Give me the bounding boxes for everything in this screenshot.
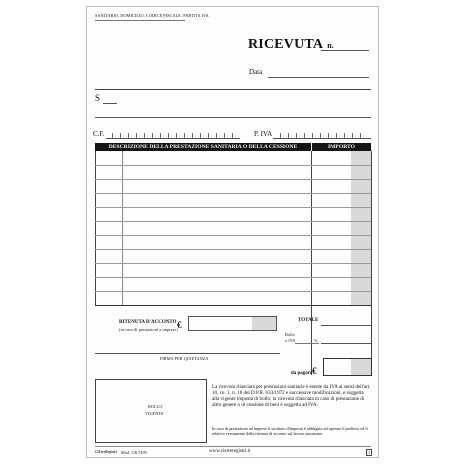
iva-small-label: o IVA bbox=[285, 338, 296, 343]
bollo-small-label: Bollo bbox=[285, 332, 295, 337]
recipient-name-field[interactable] bbox=[95, 117, 371, 118]
bollo-stamp-line2: VIGENTE bbox=[145, 411, 164, 416]
table-row[interactable] bbox=[95, 235, 371, 236]
piva-tick bbox=[336, 133, 337, 138]
recipient-s-prefix-line bbox=[103, 103, 117, 104]
model-code: Mod. CR 3NN bbox=[121, 450, 147, 455]
table-qty-divider bbox=[122, 151, 123, 305]
bollo-stamp-box[interactable] bbox=[95, 379, 207, 443]
brand-logo: CiErreRegistri bbox=[95, 450, 117, 454]
piva-tick bbox=[288, 133, 289, 138]
receipt-title: RICEVUTA bbox=[248, 37, 324, 52]
cf-tick bbox=[192, 133, 193, 138]
table-row[interactable] bbox=[95, 221, 371, 222]
signature-field[interactable] bbox=[95, 353, 280, 354]
piva-field[interactable] bbox=[273, 138, 371, 139]
totale-label: TOTALE bbox=[298, 318, 319, 323]
footer-divider bbox=[95, 446, 371, 447]
table-row[interactable] bbox=[95, 207, 371, 208]
table-row[interactable] bbox=[95, 249, 371, 250]
da-pagare-amount-field[interactable] bbox=[323, 358, 372, 376]
date-field[interactable] bbox=[268, 77, 369, 78]
receipt-form bbox=[86, 6, 379, 458]
da-pagare-euro-symbol: € bbox=[312, 366, 317, 376]
cf-field[interactable] bbox=[106, 138, 240, 139]
iva-percent-field[interactable] bbox=[295, 343, 319, 344]
piva-tick bbox=[320, 133, 321, 138]
table-row[interactable] bbox=[95, 291, 371, 292]
ritenuta-label: RITENUTA D'ACCONTO bbox=[119, 320, 177, 325]
cf-tick bbox=[176, 133, 177, 138]
cf-tick bbox=[168, 133, 169, 138]
table-row[interactable] bbox=[95, 165, 371, 166]
table-row[interactable] bbox=[95, 179, 371, 180]
da-pagare-label: da pagare bbox=[291, 371, 313, 376]
cf-tick bbox=[120, 133, 121, 138]
table-row[interactable] bbox=[95, 277, 371, 278]
issuer-caption-rule bbox=[95, 20, 185, 21]
piva-tick bbox=[312, 133, 313, 138]
table-row[interactable] bbox=[95, 193, 371, 194]
piva-tick bbox=[304, 133, 305, 138]
ritenuta-euro-symbol: € bbox=[177, 320, 182, 330]
table-amount-divider bbox=[311, 151, 312, 305]
da-pagare-cents-cell bbox=[351, 359, 371, 375]
table-border-left bbox=[95, 151, 96, 305]
piva-tick bbox=[328, 133, 329, 138]
totale-field[interactable] bbox=[321, 325, 371, 326]
bollo-stamp-line1: BOLLO bbox=[148, 404, 163, 409]
cf-tick bbox=[136, 133, 137, 138]
cf-label: C.F. bbox=[93, 130, 105, 138]
totals-left-border bbox=[311, 305, 312, 375]
cf-tick bbox=[216, 133, 217, 138]
receipt-number-label: n. bbox=[327, 41, 334, 50]
piva-tick bbox=[360, 133, 361, 138]
header-divider bbox=[95, 89, 371, 90]
piva-tick bbox=[344, 133, 345, 138]
signature-label: FIRMA PER QUIETANZA bbox=[160, 356, 209, 361]
col-description-header: DESCRIZIONE DELLA PRESTAZIONE SANITARIA O DELLA CESSIONE bbox=[95, 143, 311, 151]
legal-note-main: La ricevuta rilasciata per prestazioni sanitarie è esente da IVA ai sensi dell'art. 10, co. 1, n. 18 del D.P.R. 633/1972 e successive modificazioni, e soggetta alla vigente imposta di bollo; la ricevuta rilasciata in caso di prestazione di altro genere o di cessione di beni è soggetta ad IVA. bbox=[212, 384, 371, 409]
piva-tick bbox=[352, 133, 353, 138]
ritenuta-subtext: (in caso di prestazioni a imprese) bbox=[119, 327, 178, 332]
cf-tick bbox=[224, 133, 225, 138]
date-label: Data bbox=[249, 68, 263, 76]
piva-tick bbox=[296, 133, 297, 138]
ritenuta-cents-cell bbox=[252, 317, 276, 330]
iva-percent-sign: % bbox=[314, 338, 318, 343]
piva-label: P. IVA bbox=[254, 130, 273, 138]
cf-tick bbox=[160, 133, 161, 138]
cf-tick bbox=[152, 133, 153, 138]
amount-cents-column bbox=[351, 151, 371, 305]
recipient-s-label: S bbox=[95, 93, 101, 103]
cf-tick bbox=[232, 133, 233, 138]
col-amount-header: IMPORTO bbox=[312, 143, 371, 151]
cf-tick bbox=[208, 133, 209, 138]
table-border-right bbox=[371, 151, 372, 305]
cf-tick bbox=[184, 133, 185, 138]
cf-tick bbox=[128, 133, 129, 138]
cf-tick bbox=[144, 133, 145, 138]
table-bottom-border bbox=[95, 305, 371, 306]
ritenuta-amount-field[interactable] bbox=[188, 316, 277, 331]
website-link[interactable]: www.cierreregistri.it bbox=[209, 449, 251, 454]
cf-tick bbox=[112, 133, 113, 138]
cf-tick bbox=[200, 133, 201, 138]
page-number: 1 bbox=[368, 450, 371, 455]
receipt-number-field[interactable] bbox=[321, 50, 369, 51]
legal-note-secondary: In caso di prestazioni ad imprese il sostituto d'imposta è obbligato ad operare il prelievo ed il relativo versamento della ritenuta di acconto sul lavoro autonomo. bbox=[212, 426, 368, 437]
table-row[interactable] bbox=[95, 263, 371, 264]
piva-tick bbox=[280, 133, 281, 138]
issuer-caption: SANITARIO, DOMICILIO, CODICE FISCALE, PARTITA IVA bbox=[95, 13, 209, 18]
iva-amount-field[interactable] bbox=[321, 343, 371, 344]
